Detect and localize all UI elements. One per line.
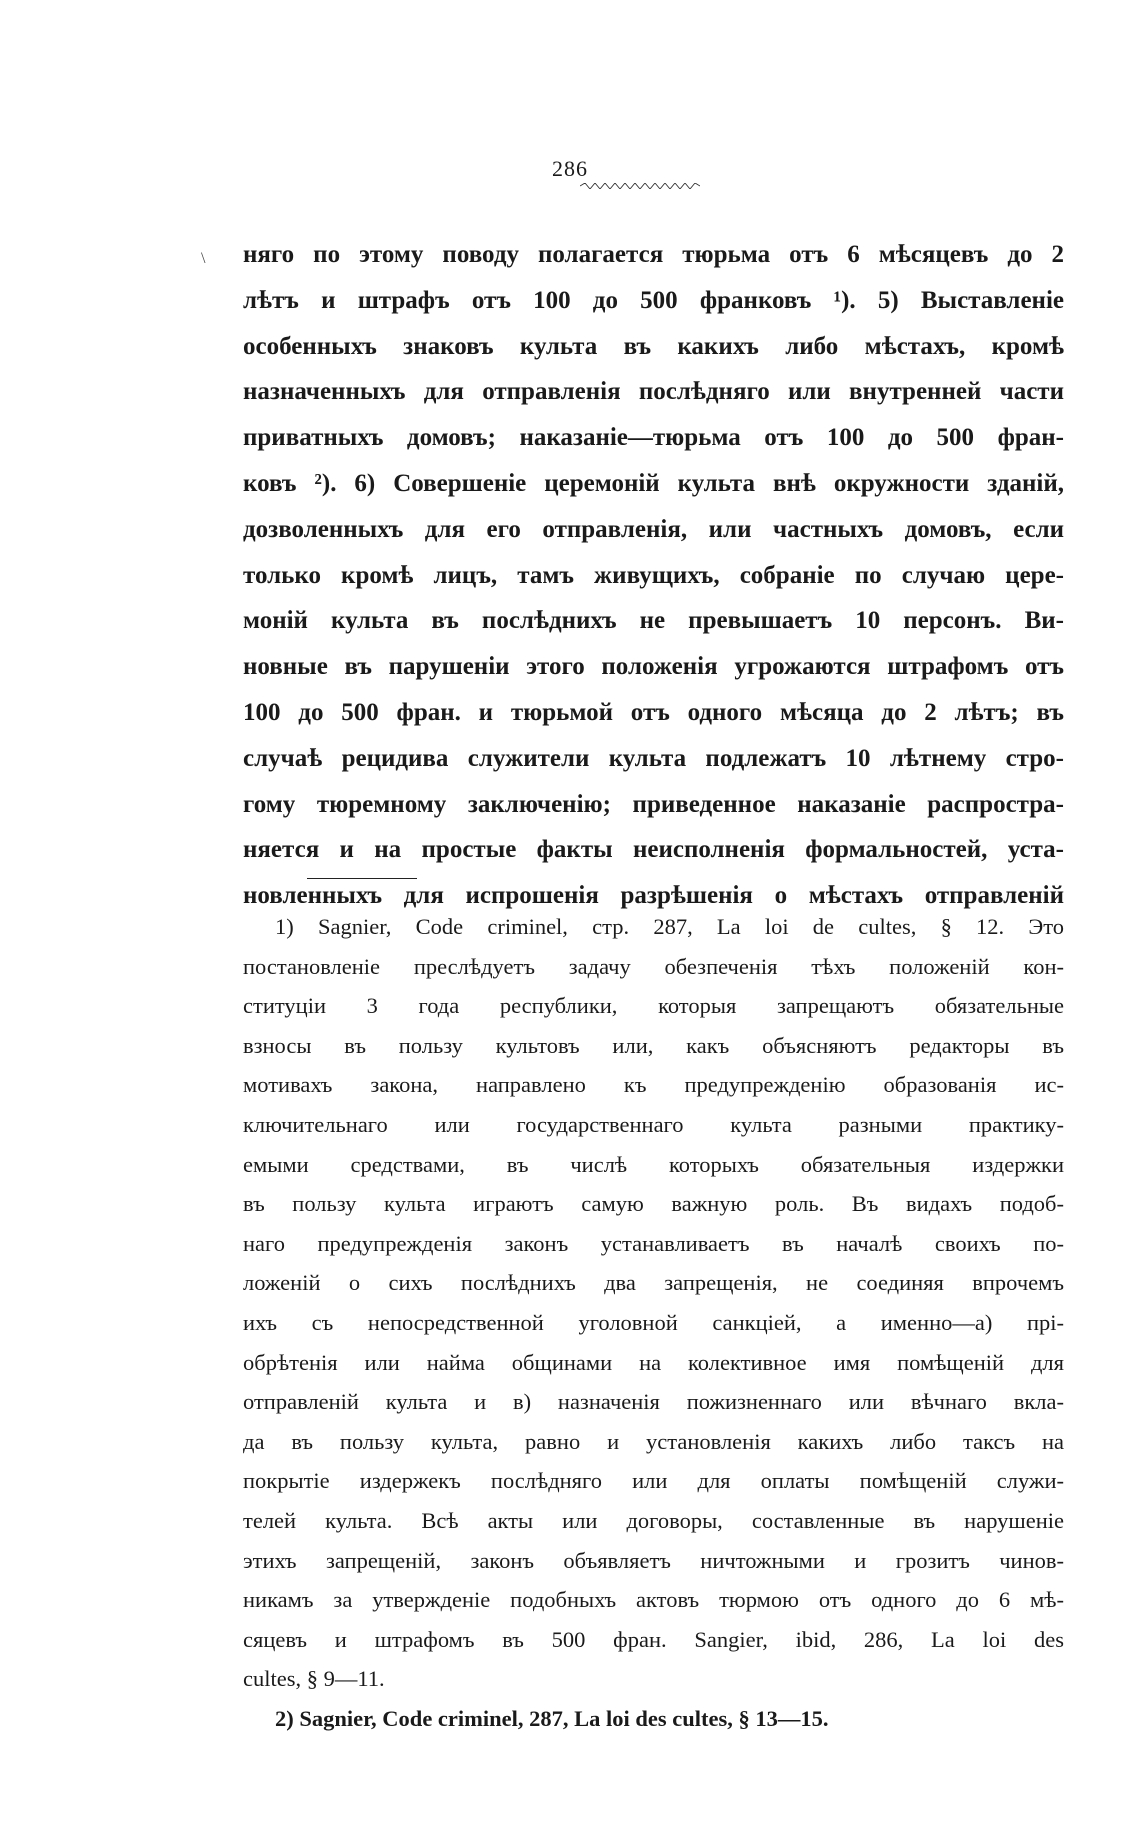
main-text-line: только кромѣ лицъ, тамъ живущихъ, собраніе по случаю цере-: [243, 561, 1064, 589]
main-text-line: 100 до 500 фран. и тюрьмой отъ одного мѣсяца до 2 лѣтъ; въ: [243, 698, 1064, 726]
footnote-1-line: въ пользу культа играютъ самую важную роль. Въ видахъ подоб-: [243, 1191, 1064, 1217]
footnote-2-marker: 2): [275, 1705, 294, 1731]
main-text-line: няго по этому поводу полагается тюрьма отъ 6 мѣсяцевъ до 2: [243, 241, 1064, 268]
footnote-1-line: мотивахъ закона, направлено къ предупрежденію образованія ис-: [243, 1072, 1064, 1098]
footnote-1-line: покрытіе издержекъ послѣдняго или для оплаты помѣщеній служи-: [243, 1468, 1064, 1494]
main-text-line: ковъ ²). 6) Совершеніе церемоній культа внѣ окружности зданій,: [243, 469, 1064, 497]
footnote-1-line: сяцевъ и штрафомъ въ 500 фран. Sangier, ibid, 286, La loi des: [243, 1626, 1064, 1652]
page-number: 286: [552, 156, 588, 181]
main-text-line: моній культа въ послѣднихъ не превышаетъ 10 персонъ. Ви-: [243, 607, 1064, 635]
footnote-1-line: емыми средствами, въ числѣ которыхъ обязательныя издержки: [243, 1151, 1064, 1177]
footnote-1-line: этихъ запрещеній, законъ объявляетъ ничтожными и грозитъ чинов-: [243, 1547, 1064, 1573]
footnote-1-line: ихъ съ непосредственной уголовной санкціей, а именно—а) прі-: [243, 1309, 1064, 1335]
main-text-line: приватныхъ домовъ; наказаніе—тюрьма отъ 100 до 500 фран-: [243, 424, 1064, 452]
main-text-line: случаѣ рецидива служители культа подлежатъ 10 лѣтнему стро-: [243, 744, 1064, 772]
footnote-1-line: наго предупрежденія законъ устанавливаетъ въ началѣ своихъ по-: [243, 1230, 1064, 1256]
footnote-2: 2) Sagnier, Code criminel, 287, La loi des cultes, § 13—15.: [275, 1705, 829, 1731]
main-text: [243, 232, 1064, 919]
main-text-line: новленныхъ для испрошенія разрѣшенія о мѣстахъ отправленій: [243, 882, 1064, 910]
main-text-line: няется и на простые факты неисполненія формальностей, уста-: [243, 836, 1064, 864]
main-text-line: лѣтъ и штрафъ отъ 100 до 500 франковъ ¹). 5) Выставленіе: [243, 286, 1064, 314]
main-text-line: гому тюремному заключенію; приведенное наказаніе распростра-: [243, 790, 1064, 818]
stray-mark: \: [201, 250, 206, 267]
footnote-1-line: взносы въ пользу культовъ или, какъ объясняютъ редакторы въ: [243, 1032, 1064, 1058]
footnote-1-line: постановленіе преслѣдуетъ задачу обезпеченія тѣхъ положеній кон-: [243, 953, 1064, 979]
footnote-1-line: отправленій культа и в) назначенія пожизненнаго или вѣчнаго вкла-: [243, 1389, 1064, 1415]
footnote-1-line: 1) Sagnier, Code criminel, стр. 287, La loi de cultes, § 12. Это: [275, 914, 1065, 939]
main-text-line: особенныхъ знаковъ культа въ какихъ либо мѣстахъ, кромѣ: [243, 332, 1064, 360]
main-text-line: новные въ парушеніи этого положенія угрожаются штрафомъ отъ: [243, 653, 1064, 681]
footnotes: [243, 907, 1064, 1738]
footnote-1-line: да въ пользу культа, равно и установленія какихъ либо таксъ на: [243, 1428, 1064, 1454]
footnote-1-line: телей культа. Всѣ акты или договоры, составленные въ нарушеніе: [243, 1507, 1064, 1533]
footnote-1-line: cultes, § 9—11.: [243, 1666, 385, 1692]
page-number-ornament: [580, 183, 700, 189]
footnote-1-line: ложеній о сихъ послѣднихъ два запрещенія, не соединяя впрочемъ: [243, 1270, 1064, 1296]
main-text-line: дозволенныхъ для его отправленія, или частныхъ домовъ, если: [243, 515, 1064, 543]
footnote-1-line: обрѣтенія или найма общинами на колективное имя помѣщеній для: [243, 1349, 1064, 1375]
footnote-1-line: ституціи 3 года республики, которыя запрещаютъ обязательные: [243, 993, 1064, 1019]
footnote-separator: [307, 878, 417, 879]
footnote-1-marker: 1): [275, 914, 294, 939]
footnote-1-line: ключительнаго или государственнаго культа разными практику-: [243, 1111, 1064, 1137]
main-text-line: назначенныхъ для отправленія послѣдняго или внутренней части: [243, 378, 1064, 406]
footnote-1-line: никамъ за утвержденіе подобныхъ актовъ тюрмою отъ одного до 6 мѣ-: [243, 1587, 1064, 1613]
